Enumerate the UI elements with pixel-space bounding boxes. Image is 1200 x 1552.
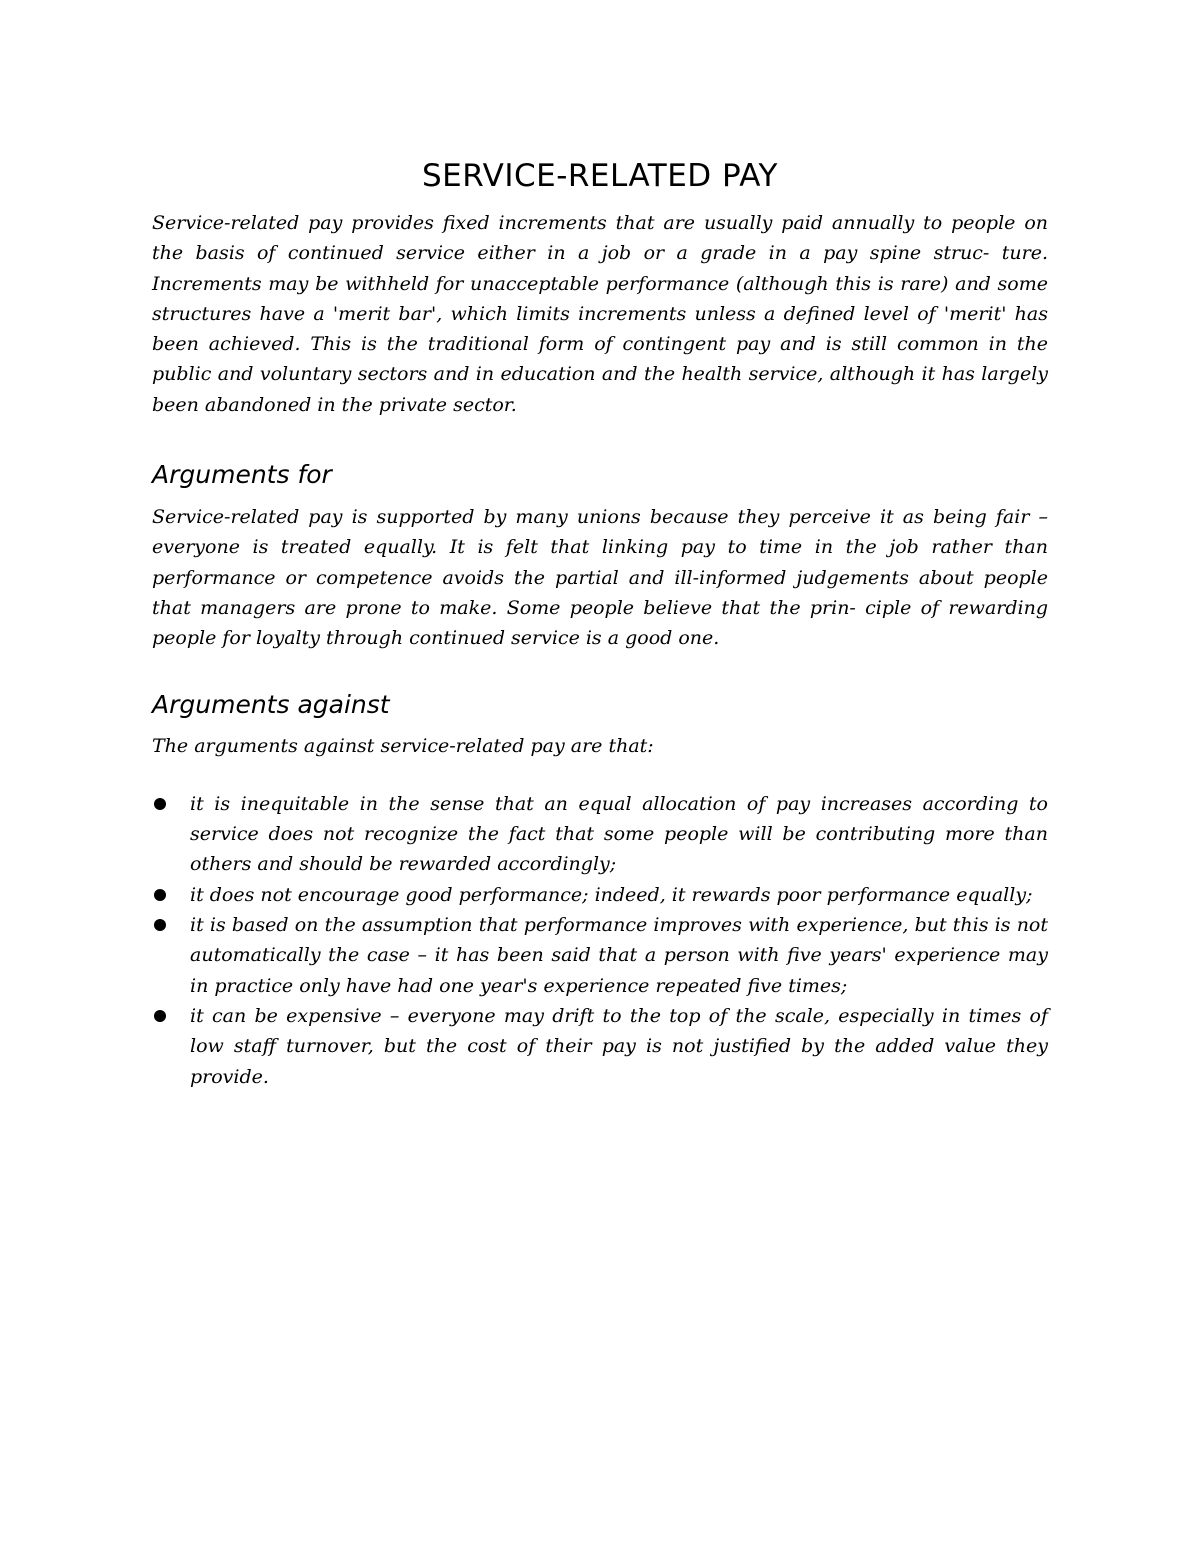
list-item: [152, 789, 1048, 880]
bullet-icon: [154, 1010, 166, 1022]
arguments-for-heading: Arguments for: [152, 460, 332, 490]
arguments-against-intro: The arguments against service-related pay are that:: [152, 734, 654, 757]
intro-paragraph: Service-related pay provides fixed increments that are usually paid annually to people on the basis of continued service either in a job or a grade in a pay spine struc- ture. Increments may be withheld for unacceptable performance (although this is rare) and some structures have a 'merit bar', which limits increments unless a defined level of 'merit' has been achieved. This is the traditional form of contingent pay and is still common in the public and voluntary sectors and in education and the health service, although it has largely been abandoned in the private sector.: [152, 212, 1048, 416]
list-item: [152, 1001, 1048, 1092]
list-item: [152, 910, 1048, 1001]
bullet-icon: [154, 919, 166, 931]
list-item-text: it can be expensive – everyone may drift to the top of the scale, especially in times of low staff turnover, but the cost of their pay is not justified by the added value they provide.: [190, 1004, 1048, 1088]
arguments-for-paragraph: Service-related pay is supported by many unions because they perceive it as being fair – everyone is treated equally. It is felt that linking pay to time in the job rather than performance or competence avoids the partial and ill-informed judgements about people that managers are prone to make. Some people believe that the prin- ciple of rewarding people for loyalty through continued service is a good one.: [152, 506, 1048, 650]
document-page: [152, 158, 1048, 1092]
list-item-text: it is based on the assumption that performance improves with experience, but this is not automatically the case – it has been said that a person with five years' experience may in practice only have had one year's experience repeated five times;: [190, 914, 1048, 997]
list-item-text: it does not encourage good performance; indeed, it rewards poor performance equally;: [190, 883, 1033, 906]
bullet-icon: [154, 798, 166, 810]
list-item-text: it is inequitable in the sense that an equal allocation of pay increases according to service does not recognize the fact that some people will be contributing more than others and should be rewarded accordingly;: [190, 792, 1048, 876]
arguments-against-list: [152, 789, 1048, 1092]
page-title: SERVICE-RELATED PAY: [422, 158, 778, 194]
arguments-against-heading: Arguments against: [152, 689, 390, 719]
bullet-icon: [154, 889, 166, 901]
list-item: [152, 880, 1048, 910]
